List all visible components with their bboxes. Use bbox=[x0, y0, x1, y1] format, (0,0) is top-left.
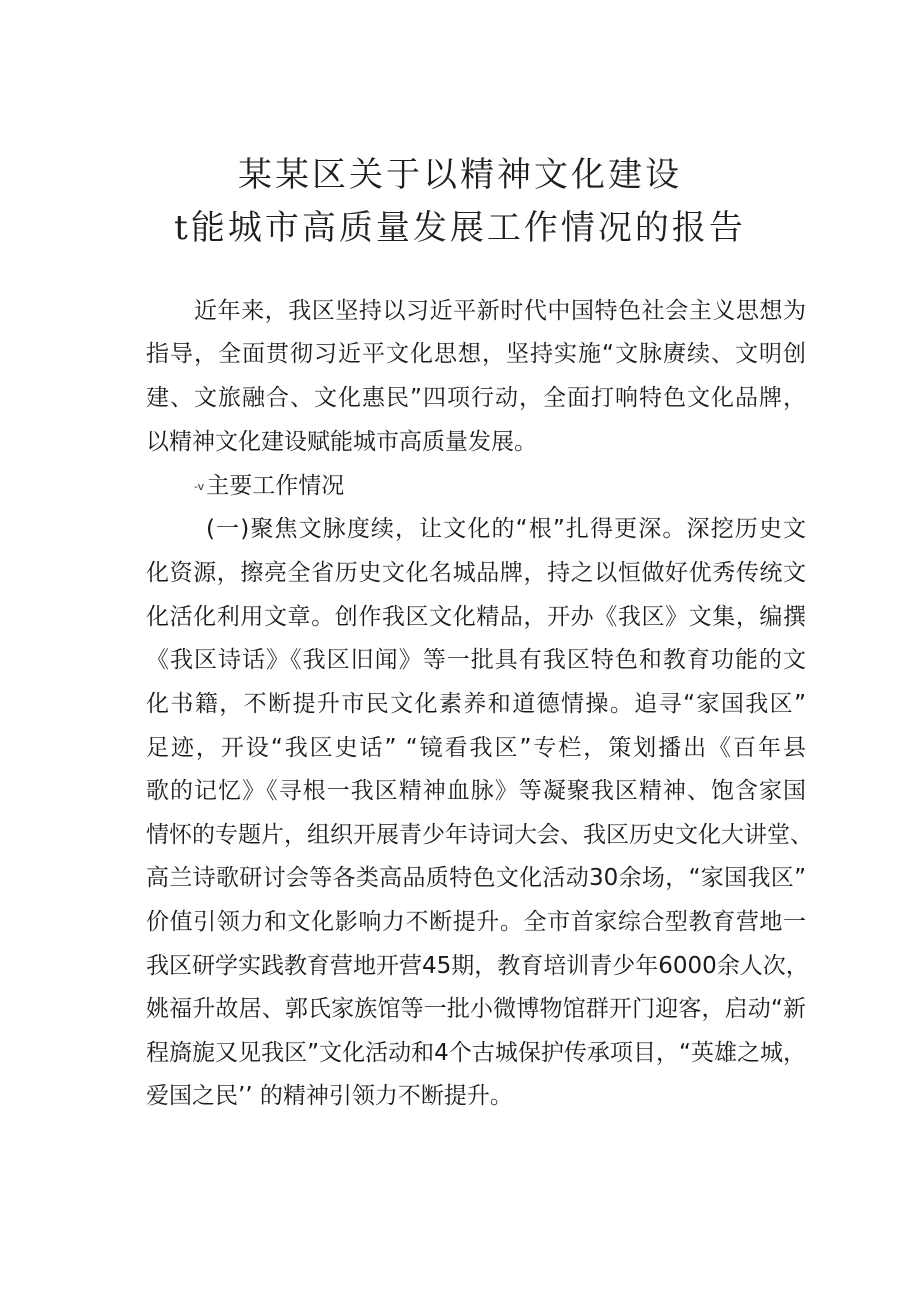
section-heading-prefix: -v bbox=[194, 479, 205, 493]
subsection-paragraph-line: 高兰诗歌研讨会等各类高品质特色文化活动30余场，“家国我区” bbox=[146, 865, 806, 891]
subsection-paragraph-line: 情怀的专题片，组织开展青少年诗词大会、我区历史文化大讲堂、 bbox=[146, 822, 813, 848]
subsection-paragraph-line: 《我区诗话》《我区旧闻》等一批具有我区特色和教育功能的文 bbox=[146, 647, 806, 673]
subsection-paragraph-line: 程旖旎又见我区”文化活动和4个古城保护传承项目，“英雄之城， bbox=[146, 1040, 806, 1066]
section-heading bbox=[194, 468, 344, 505]
section-heading-text: 主要工作情况 bbox=[206, 473, 345, 499]
intro-paragraph-line: 近年来，我区坚持以习近平新时代中国特色社会主义思想为 bbox=[194, 298, 806, 324]
subsection-paragraph-line: 价值引领力和文化影响力不断提升。全市首家综合型教育营地一 bbox=[146, 909, 806, 935]
document-title-line-1: 某某区关于以精神文化建设 bbox=[238, 155, 682, 195]
subsection-paragraph-line: 歌的记忆》《寻根一我区精神血脉》等凝聚我区精神、饱含家国 bbox=[146, 778, 806, 804]
subsection-paragraph-line: 我区研学实践教育营地开营45期，教育培训青少年6000余人次， bbox=[146, 953, 809, 979]
subsection-paragraph-line: 化活化利用文章。创作我区文化精品，开办《我区》文集，编撰 bbox=[146, 604, 806, 630]
subsection-paragraph-line: 化书籍，不断提升市民文化素养和道德情操。追寻“家国我区” bbox=[146, 691, 806, 717]
subsection-paragraph-line: 姚福升故居、郭氏家族馆等一批小微博物馆群开门迎客，启动“新 bbox=[146, 996, 806, 1022]
subsection-paragraph-line: (一)聚焦文脉度续，让文化的“根”扎得更深。深挖历史文 bbox=[206, 516, 806, 542]
subsection-paragraph-line: 化资源，擦亮全省历史文化名城品牌，持之以恒做好优秀传统文 bbox=[146, 560, 806, 586]
intro-paragraph-line: 指导，全面贯彻习近平文化思想，坚持实施“文脉赓续、文明创 bbox=[146, 341, 806, 367]
subsection-paragraph-line: 足迹，开设“我区史话” “镜看我区”专栏，策划播出《百年县 bbox=[146, 735, 806, 761]
intro-paragraph-line: 以精神文化建设赋能城市高质量发展。 bbox=[146, 429, 537, 455]
document-title-line-2: t能城市高质量发展工作情况的报告 bbox=[174, 208, 746, 248]
subsection-paragraph-line: 爱国之民’’ 的精神引领力不断提升。 bbox=[146, 1083, 513, 1109]
intro-paragraph-line: 建、文旅融合、文化惠民”四项行动，全面打响特色文化品牌， bbox=[146, 385, 806, 411]
